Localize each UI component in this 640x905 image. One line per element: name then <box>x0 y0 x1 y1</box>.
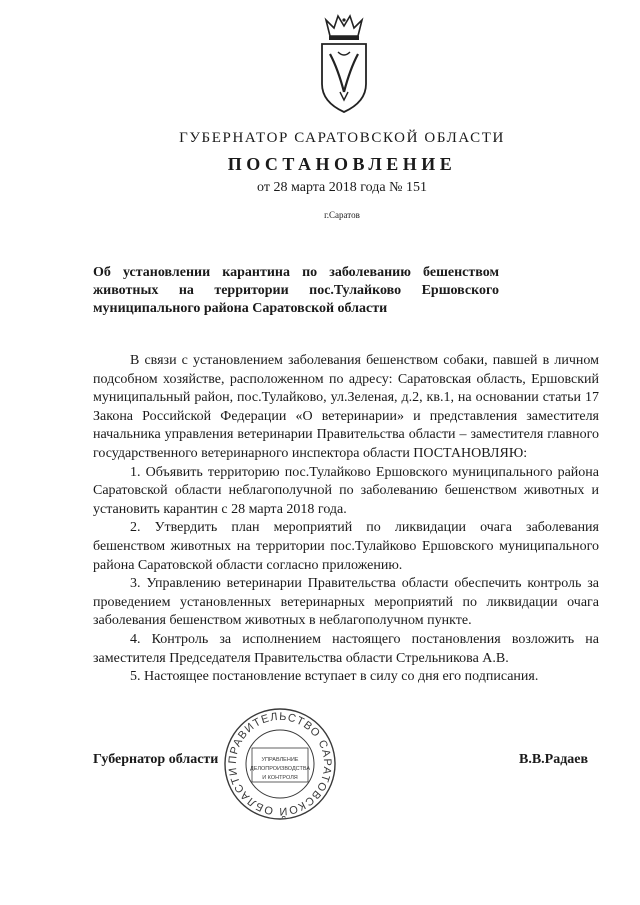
official-stamp <box>222 706 338 822</box>
svg-text:УПРАВЛЕНИЕДЕЛОПРОИЗВОДСТВАИ КО: УПРАВЛЕНИЕ ДЕЛОПРОИЗВОДСТВА И КОНТРОЛЯ <box>249 757 311 781</box>
preamble-paragraph: В связи с установлением заболевания бешенством собаки, павшей в личном подсобном хозяйстве, расположенном по адресу: Саратовская область, Ершовский муниципальный район, пос.Тулайково, ул.Зеленая, д.2, кв.1, на основании статьи 17 Закона Российской Федерации «О ветеринарии» и представления заместителя начальника управления ветеринарии Правительства области – заместителя главного государственного ветеринарного инспектора области ПОСТАНОВЛЯЮ: <box>93 353 599 461</box>
document-type-title: ПОСТАНОВЛЕНИЕ <box>227 154 457 174</box>
clause-2: 2. Утвердить план мероприятий по ликвидации очага заболевания бешенством животных на территории пос.Тулайково Ершовского муниципального района Саратовской области согласно приложению. <box>93 520 599 573</box>
clause-1: 1. Объявить территорию пос.Тулайково Ершовского муниципального района Саратовской области неблагополучной по заболеванию бешенством животных и установить карантин с 28 марта 2018 года. <box>93 464 599 517</box>
date-number: от 28 марта 2018 года № 151 <box>257 180 427 195</box>
issuer-heading: ГУБЕРНАТОР САРАТОВСКОЙ ОБЛАСТИ <box>179 130 505 146</box>
svg-text:ПРАВИТЕЛЬСТВО САРАТОВСКОЙ ОБЛА: ПРАВИТЕЛЬСТВО САРАТОВСКОЙ ОБЛАСТИ <box>226 710 334 818</box>
clause-3: 3. Управлению ветеринарии Правительства области обеспечить контроль за проведением установленных ветеринарных мероприятий по ликвидации очага заболевания бешенством животных в неблагополучном пункте. <box>93 576 599 629</box>
coat-of-arms-icon <box>316 14 372 116</box>
signatory-name: В.В.Радаев <box>519 752 589 767</box>
city-label: г.Саратов <box>324 210 360 220</box>
document-subject: Об установлении карантина по заболеванию бешенством животных на территории пос.Тулайково Ершовского муниципального района Саратовской области <box>93 265 499 316</box>
document-body <box>93 352 599 687</box>
signatory-title: Губернатор области <box>93 752 219 767</box>
clause-5: 5. Настоящее постановление вступает в силу со дня его подписания. <box>130 669 539 685</box>
clause-4: 4. Контроль за исполнением настоящего постановления возложить на заместителя Председателя Правительства области Стрельникова А.В. <box>93 631 599 666</box>
